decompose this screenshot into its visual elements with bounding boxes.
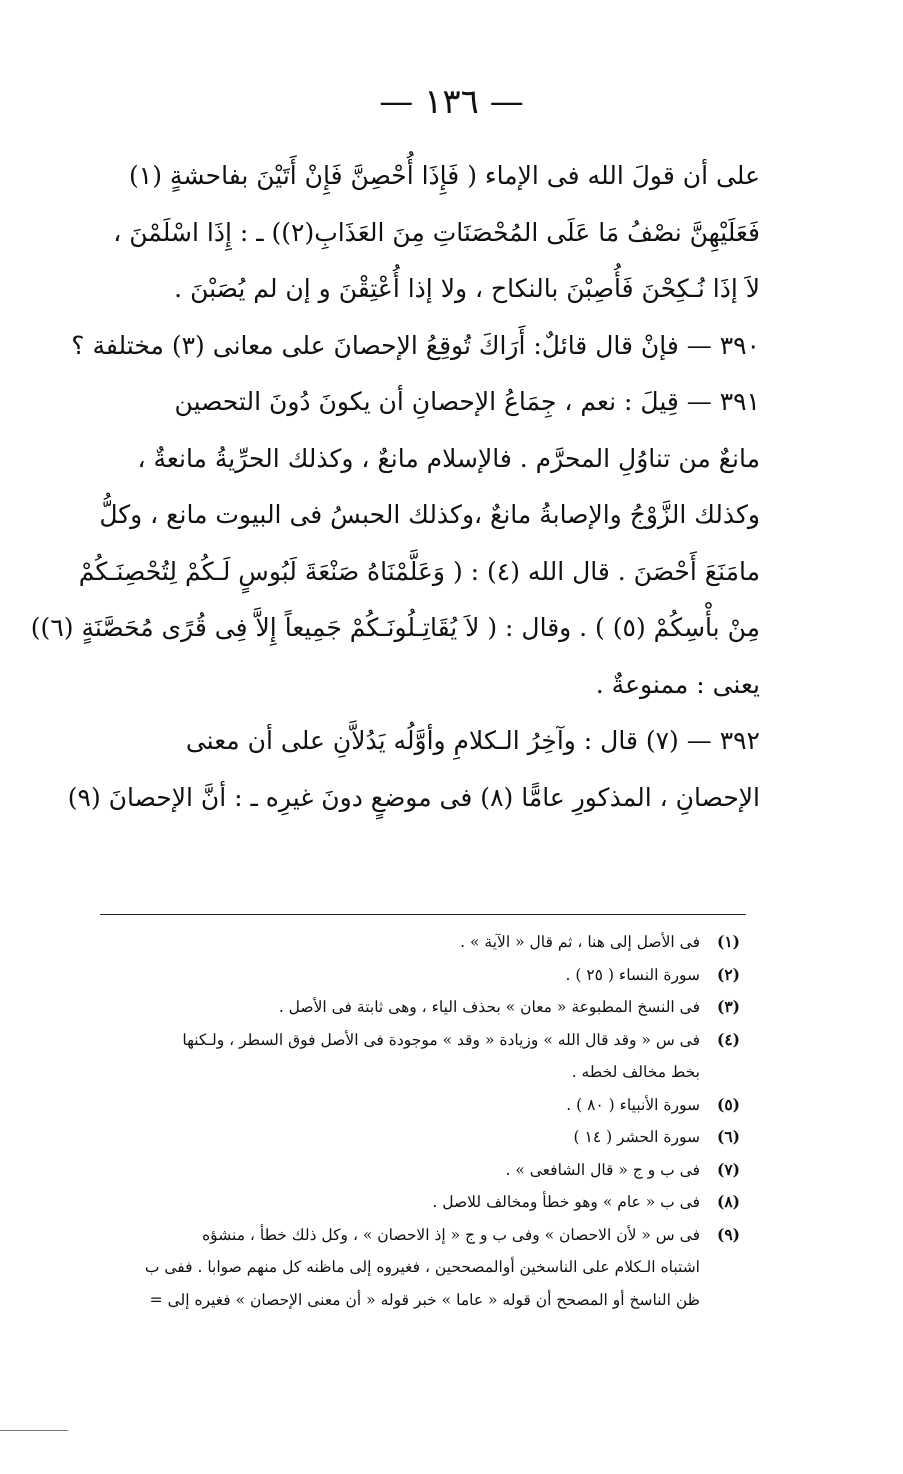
footnote-number: (٧) (716, 1159, 740, 1179)
page-number: — ١٣٦ — (379, 82, 524, 122)
paragraph-391: ٣٩١ — قِيلَ : نعم ، جِمَاعُ الإحصانِ أن يكونَ دُونَ التحصين (174, 387, 760, 416)
footnote-4 (88, 1024, 740, 1089)
footnote-3 (88, 991, 740, 1024)
text-line: فَعَلَيْهِنَّ نصْفُ مَا عَلَى المُحْصَنَاتِ مِنَ العَذَابِ(٢)) ـ : إِذَا اسْلَمْنَ ، (113, 217, 760, 247)
text-line: على أن قولَ الله فى الإماء ( فَإِذَا أُحْصِنَّ فَإِنْ أَتَيْنَ بفاحشةٍ (١) (129, 161, 760, 190)
text-line: مانعٌ من تناوُلِ المحرَّم . فالإسلام مانعٌ ، وكذلك الحرِّيةُ مانعةٌ ، (137, 443, 760, 473)
footnote-number: (٨) (716, 1192, 740, 1211)
footnote-number: (١) (716, 932, 740, 951)
footnote-text: سورة الحشر ( ١٤ ) (573, 1128, 700, 1146)
footnote-text: فى ب و ج « قال الشافعى » . (505, 1160, 700, 1179)
footnote-line: ظن الناسخ أو المصحح أن قوله « عاما » خبر قوله « أن معنى الإحصان » فغيره إلى = (149, 1290, 700, 1309)
footnote-number: (٣) (716, 997, 740, 1016)
footnotes (88, 926, 740, 1316)
footnote-5 (88, 1089, 740, 1122)
footnote-text (88, 1024, 700, 1089)
footnote-text (88, 1219, 700, 1317)
footnote-line: اشتباه الـكلام على الناسخين أوالمصححين ، فغيروه إلى ماظنه كل منهم صوابا . ففى ب (144, 1258, 700, 1276)
footnote-divider (100, 914, 746, 915)
text-line: الإحصانِ ، المذكورِ عامًّا (٨) فى موضعٍ دونَ غيرِه ـ : أنَّ الإحصانَ (٩) (67, 782, 760, 812)
scan-edge-line (0, 1430, 68, 1431)
footnote-6 (88, 1121, 740, 1154)
footnote-text: فى الأصل إلى هنا ، ثم قال « الآية » . (460, 933, 700, 951)
footnote-number: (٥) (716, 1094, 740, 1114)
footnote-line: فى س « وقد قال الله » وزيادة « وقد » موجودة فى الأصل فوق السطر ، ولـكنها (182, 1030, 700, 1049)
text-line: مِنْ بأْسِكُمْ (٥) ) . وقال : ( لاَ يُقَاتِـلُونَـكُمْ جَمِيعاً إِلاَّ فِى قُرًى مُحَصَّنَةٍ (٦)) (30, 613, 760, 642)
text-line: مامَنَعَ أَحْصَنَ . قال الله (٤) : ( وَعَلَّمْنَاهُ صَنْعَةَ لَبُوسٍ لَـكُمْ لِتُحْصِنَـكُمْ (78, 556, 760, 586)
footnote-number: (٦) (716, 1127, 740, 1146)
footnote-text: سورة النساء ( ٢٥ ) . (565, 965, 700, 984)
footnote-number: (٩) (716, 1224, 740, 1244)
paragraph-392: ٣٩٢ — (٧) قال : وآخِرُ الـكلامِ وأوَّلُه يَدُلاَّنِ على أن معنى (185, 726, 760, 755)
text-line: يعنى : ممنوعةٌ . (595, 669, 760, 699)
paragraph-390: ٣٩٠ — فإنْ قال قائلٌ: أَرَاكَ تُوقِعُ الإحصانَ على معانى (٣) مختلفة ؟ (71, 330, 760, 360)
footnote-text: فى ب « عام » وهو خطأ ومخالف للاصل . (432, 1193, 700, 1211)
footnote-text: فى النسخ المطبوعة « معان » بحذف الياء ، وهى ثابتة فى الأصل . (278, 998, 700, 1016)
footnote-number: (٤) (716, 1029, 740, 1049)
footnote-number: (٢) (716, 964, 740, 984)
footnote-8 (88, 1186, 740, 1219)
footnote-1 (88, 926, 740, 959)
footnote-line: فى س « لأن الاحصان » وفى ب و ج « إذ الاحصان » ، وكل ذلك خطأ ، منشؤه (202, 1225, 700, 1244)
main-text (30, 148, 760, 826)
text-line: لاَ إذَا نُـكِحْنَ فَأُصِبْنَ بالنكاح ، ولا إذا أُعْتِقْنَ و إن لم يُصَبْنَ . (174, 274, 760, 303)
footnote-7 (88, 1154, 740, 1187)
footnote-line: بخط مخالف لخطه . (571, 1063, 700, 1081)
footnote-2 (88, 959, 740, 992)
footnote-9 (88, 1219, 740, 1317)
footnote-text: سورة الأنبياء ( ٨٠ ) . (566, 1095, 700, 1114)
text-line: وكذلك الزَّوْجُ والإصابةُ مانعٌ ،وكذلك الحبسُ فى البيوت مانع ، وكلُّ (99, 500, 760, 529)
